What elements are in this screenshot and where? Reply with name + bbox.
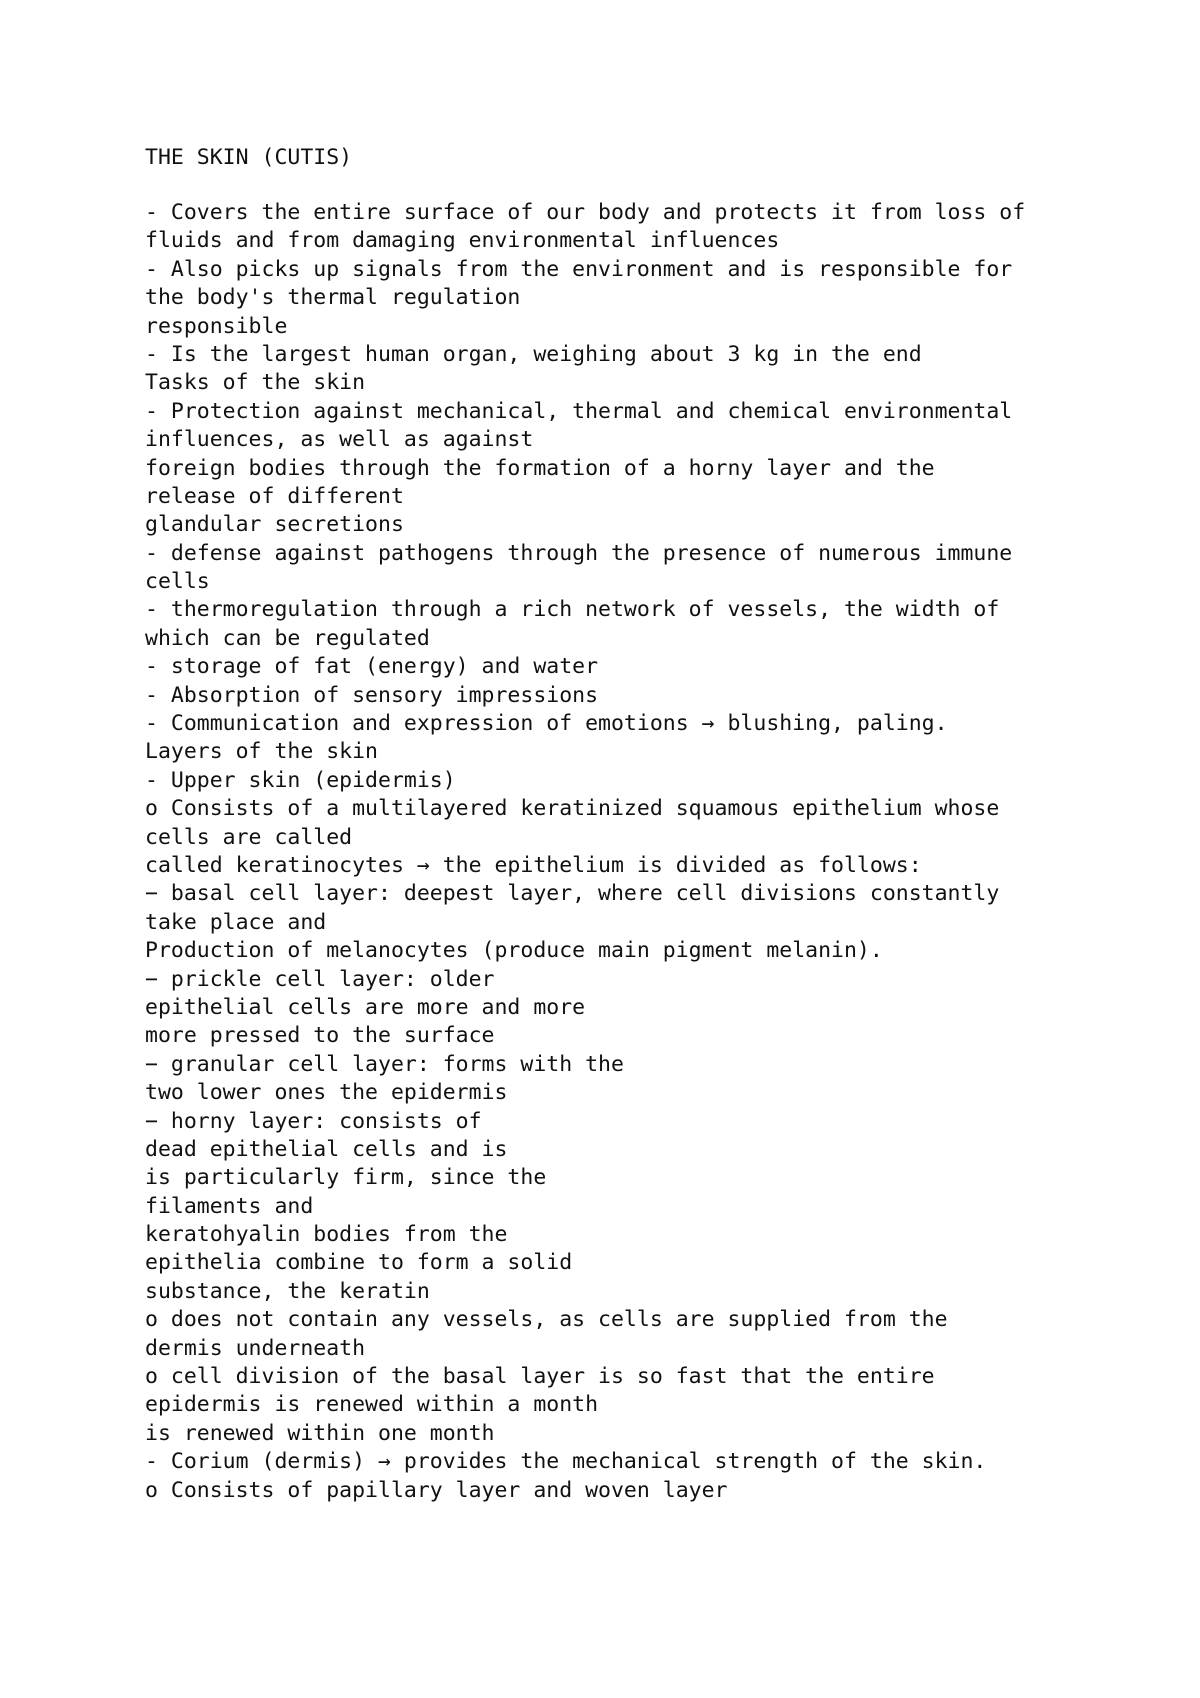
text-line: is particularly firm, since the — [145, 1165, 547, 1191]
text-line: dead epithelial cells and is — [145, 1136, 508, 1162]
text-line: cells — [145, 569, 210, 595]
text-line: keratohyalin bodies from the — [145, 1222, 508, 1248]
text-line: glandular secretions — [145, 512, 404, 538]
text-line: substance, the keratin — [145, 1278, 430, 1304]
text-line: o Consists of a multilayered keratinized squamous epithelium whose — [145, 796, 1000, 822]
text-line: is renewed within one month — [145, 1420, 495, 1446]
text-line: epithelial cells are more and more — [145, 994, 586, 1020]
text-line: dermis underneath — [145, 1335, 366, 1361]
text-line: − prickle cell layer: older — [145, 966, 495, 992]
text-line: - storage of fat (energy) and water — [145, 654, 599, 680]
text-line: called keratinocytes → the epithelium is divided as follows: — [145, 852, 922, 878]
text-line: − horny layer: consists of — [145, 1108, 482, 1134]
text-line: release of different — [145, 483, 404, 509]
document-body — [145, 199, 1145, 1505]
text-line: two lower ones the epidermis — [145, 1080, 508, 1106]
text-line: which can be regulated — [145, 625, 430, 651]
document-title: THE SKIN (CUTIS) — [145, 145, 353, 170]
text-line: - Also picks up signals from the environment and is responsible for — [145, 256, 1013, 282]
text-line: influences, as well as against — [145, 427, 534, 453]
text-line: - Protection against mechanical, thermal and chemical environmental — [145, 398, 1013, 424]
text-line: o does not contain any vessels, as cells are supplied from the — [145, 1307, 948, 1333]
text-line: − granular cell layer: forms with the — [145, 1051, 624, 1077]
text-line: - Covers the entire surface of our body and protects it from loss of — [145, 200, 1026, 225]
text-line: - thermoregulation through a rich network of vessels, the width of — [145, 597, 1000, 623]
text-line: - Communication and expression of emotions → blushing, paling. — [145, 711, 948, 737]
text-line: cells are called — [145, 824, 353, 850]
text-line: - Corium (dermis) → provides the mechanical strength of the skin. — [145, 1449, 987, 1475]
text-line: − basal cell layer: deepest layer, where cell divisions constantly — [145, 881, 1000, 907]
text-line: - Upper skin (epidermis) — [145, 767, 456, 793]
text-line: - defense against pathogens through the presence of numerous immune — [145, 540, 1013, 566]
text-line: responsible — [145, 313, 288, 339]
text-line: epithelia combine to form a solid — [145, 1250, 573, 1276]
text-line: foreign bodies through the formation of a horny layer and the — [145, 455, 935, 481]
text-line: - Absorption of sensory impressions — [145, 682, 599, 708]
text-line: Production of melanocytes (produce main pigment melanin). — [145, 938, 883, 964]
text-line: the body's thermal regulation — [145, 285, 521, 311]
text-line: epidermis is renewed within a month — [145, 1392, 599, 1418]
text-line: o Consists of papillary layer and woven layer — [145, 1477, 728, 1503]
text-line: Tasks of the skin — [145, 370, 366, 396]
text-line: take place and — [145, 909, 327, 935]
text-line: - Is the largest human organ, weighing about 3 kg in the end — [145, 341, 922, 367]
text-line: fluids and from damaging environmental influences — [145, 228, 780, 254]
text-line: filaments and — [145, 1193, 314, 1219]
text-line: Layers of the skin — [145, 739, 378, 765]
text-line: more pressed to the surface — [145, 1023, 495, 1049]
text-line: o cell division of the basal layer is so fast that the entire — [145, 1364, 935, 1390]
